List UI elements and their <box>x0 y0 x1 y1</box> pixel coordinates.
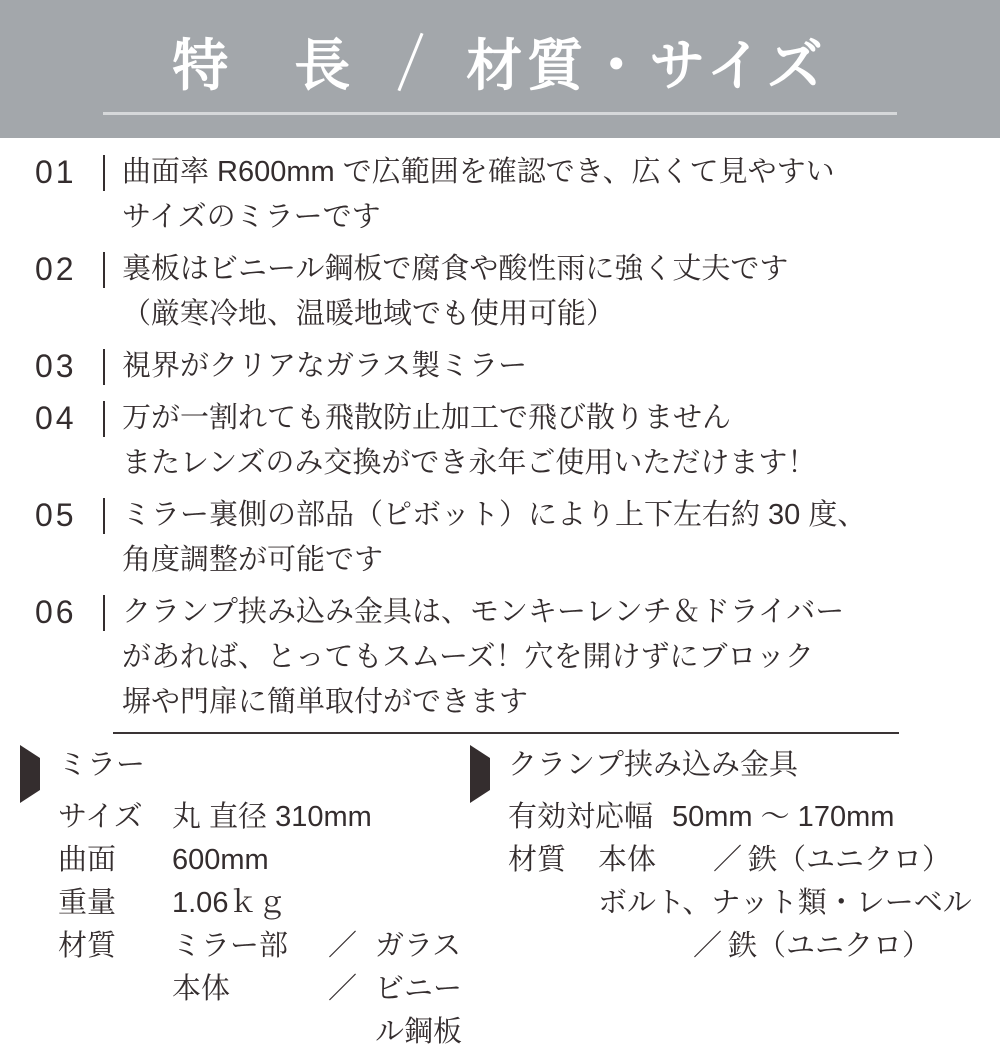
spec-label: 曲面 <box>58 844 117 876</box>
banner-underline <box>103 112 897 115</box>
spec-row-material-3 <box>508 925 990 968</box>
feature-text <box>122 396 816 486</box>
feature-item-04 <box>35 396 1000 486</box>
feature-number: 04 <box>35 400 77 436</box>
feature-text <box>122 150 835 240</box>
feature-text <box>122 590 844 725</box>
mirror-spec-column <box>20 744 470 1054</box>
mirror-title: ミラー <box>58 749 146 781</box>
slash-icon <box>398 33 424 92</box>
spec-row-material-1 <box>508 839 990 882</box>
spec-value: 鉄（ユニクロ） <box>748 844 952 876</box>
spec-value: ビニール鋼板 <box>375 973 463 1048</box>
mirror-title-row <box>20 744 470 796</box>
clamp-spec-column <box>470 744 990 1054</box>
spec-label: サイズ <box>58 801 143 833</box>
title-features: 特 長 <box>172 34 356 97</box>
spec-label: 材質 <box>58 930 117 962</box>
feature-line: またレンズのみ交換ができ永年ご使用いただけます！ <box>122 447 817 479</box>
spec-row-material-2 <box>58 968 470 1054</box>
spec-value: 50mm ～ 170mm <box>672 801 895 833</box>
feature-separator-bar <box>103 155 105 191</box>
feature-separator-bar <box>103 498 105 534</box>
slash-separator: ／ <box>693 930 723 962</box>
feature-item-02 <box>35 247 1000 337</box>
feature-line: 角度調整が可能です <box>122 544 384 576</box>
feature-number: 05 <box>35 497 77 533</box>
spec-row-weight <box>58 882 470 925</box>
feature-separator-bar <box>103 252 105 288</box>
spec-value: 1.06ｋｇ <box>172 887 287 919</box>
feature-line: サイズのミラーです <box>122 201 381 233</box>
triangle-marker-icon <box>20 745 40 803</box>
feature-item-05 <box>35 493 1000 583</box>
slash-separator: ／ <box>713 844 743 876</box>
spec-label-spacer <box>58 968 172 1054</box>
spec-part: ボルト、ナット類・レーベル <box>598 887 972 919</box>
feature-text <box>122 344 527 389</box>
spec-part: 本体 <box>172 973 231 1005</box>
spec-row-curvature <box>58 839 470 882</box>
feature-number: 03 <box>35 348 77 384</box>
feature-separator-bar <box>103 401 105 437</box>
triangle-marker-icon <box>470 745 490 803</box>
clamp-title-row <box>470 744 990 796</box>
marker-cell <box>470 744 508 796</box>
feature-line: （厳寒冷地、温暖地域でも使用可能） <box>122 298 616 330</box>
spec-row-width <box>508 796 990 839</box>
feature-list <box>0 138 1000 725</box>
spec-row-material-1 <box>58 925 470 968</box>
feature-line: 裏板はビニール鋼板で腐食や酸性雨に強く丈夫です <box>122 253 789 285</box>
feature-number: 02 <box>35 251 77 287</box>
title-material-size: 材質・サイズ <box>466 34 828 97</box>
spec-value: 鉄（ユニクロ） <box>728 930 932 962</box>
feature-line: 塀や門扉に簡単取付ができます <box>122 686 529 718</box>
spec-part: 本体 <box>598 844 657 876</box>
slash-separator: ／ <box>327 930 357 962</box>
feature-item-06 <box>35 590 1000 725</box>
feature-line: ミラー裏側の部品（ピボット）により上下左右約 30 度、 <box>122 499 867 531</box>
clamp-title: クランプ挟み込み金具 <box>508 749 799 781</box>
spec-row-material-2 <box>508 882 990 925</box>
feature-text <box>122 493 866 583</box>
spec-value: 600mm <box>172 844 269 876</box>
feature-item-01 <box>35 150 1000 240</box>
spec-label: 重量 <box>58 887 117 919</box>
page-title <box>172 22 828 102</box>
slash-separator: ／ <box>327 973 357 1005</box>
feature-separator-bar <box>103 349 105 385</box>
feature-item-03 <box>35 344 1000 389</box>
feature-text <box>122 247 788 337</box>
marker-cell <box>20 744 58 796</box>
spec-label-spacer <box>508 882 598 925</box>
spec-value: 丸 直径 310mm <box>172 801 372 833</box>
feature-line: 万が一割れても飛散防止加工で飛び散りません <box>122 402 732 434</box>
feature-line: があれば、とってもスムーズ！穴を開けずにブロック <box>122 641 814 673</box>
feature-line: 曲面率 R600mm で広範囲を確認でき、広くて見やすい <box>122 156 835 188</box>
feature-line: 視界がクリアなガラス製ミラー <box>122 350 528 382</box>
feature-number: 06 <box>35 594 77 630</box>
spec-part: ミラー部 <box>172 930 289 962</box>
spec-section <box>0 734 1000 1054</box>
spec-row-size <box>58 796 470 839</box>
feature-separator-bar <box>103 595 105 631</box>
header-banner <box>0 0 1000 138</box>
spec-label: 材質 <box>508 844 567 876</box>
feature-number: 01 <box>35 154 77 190</box>
spec-label: 有効対応幅 <box>508 801 654 833</box>
spec-value: ガラス <box>375 930 462 962</box>
feature-line: クランプ挟み込み金具は、モンキーレンチ＆ドライバー <box>122 596 845 628</box>
